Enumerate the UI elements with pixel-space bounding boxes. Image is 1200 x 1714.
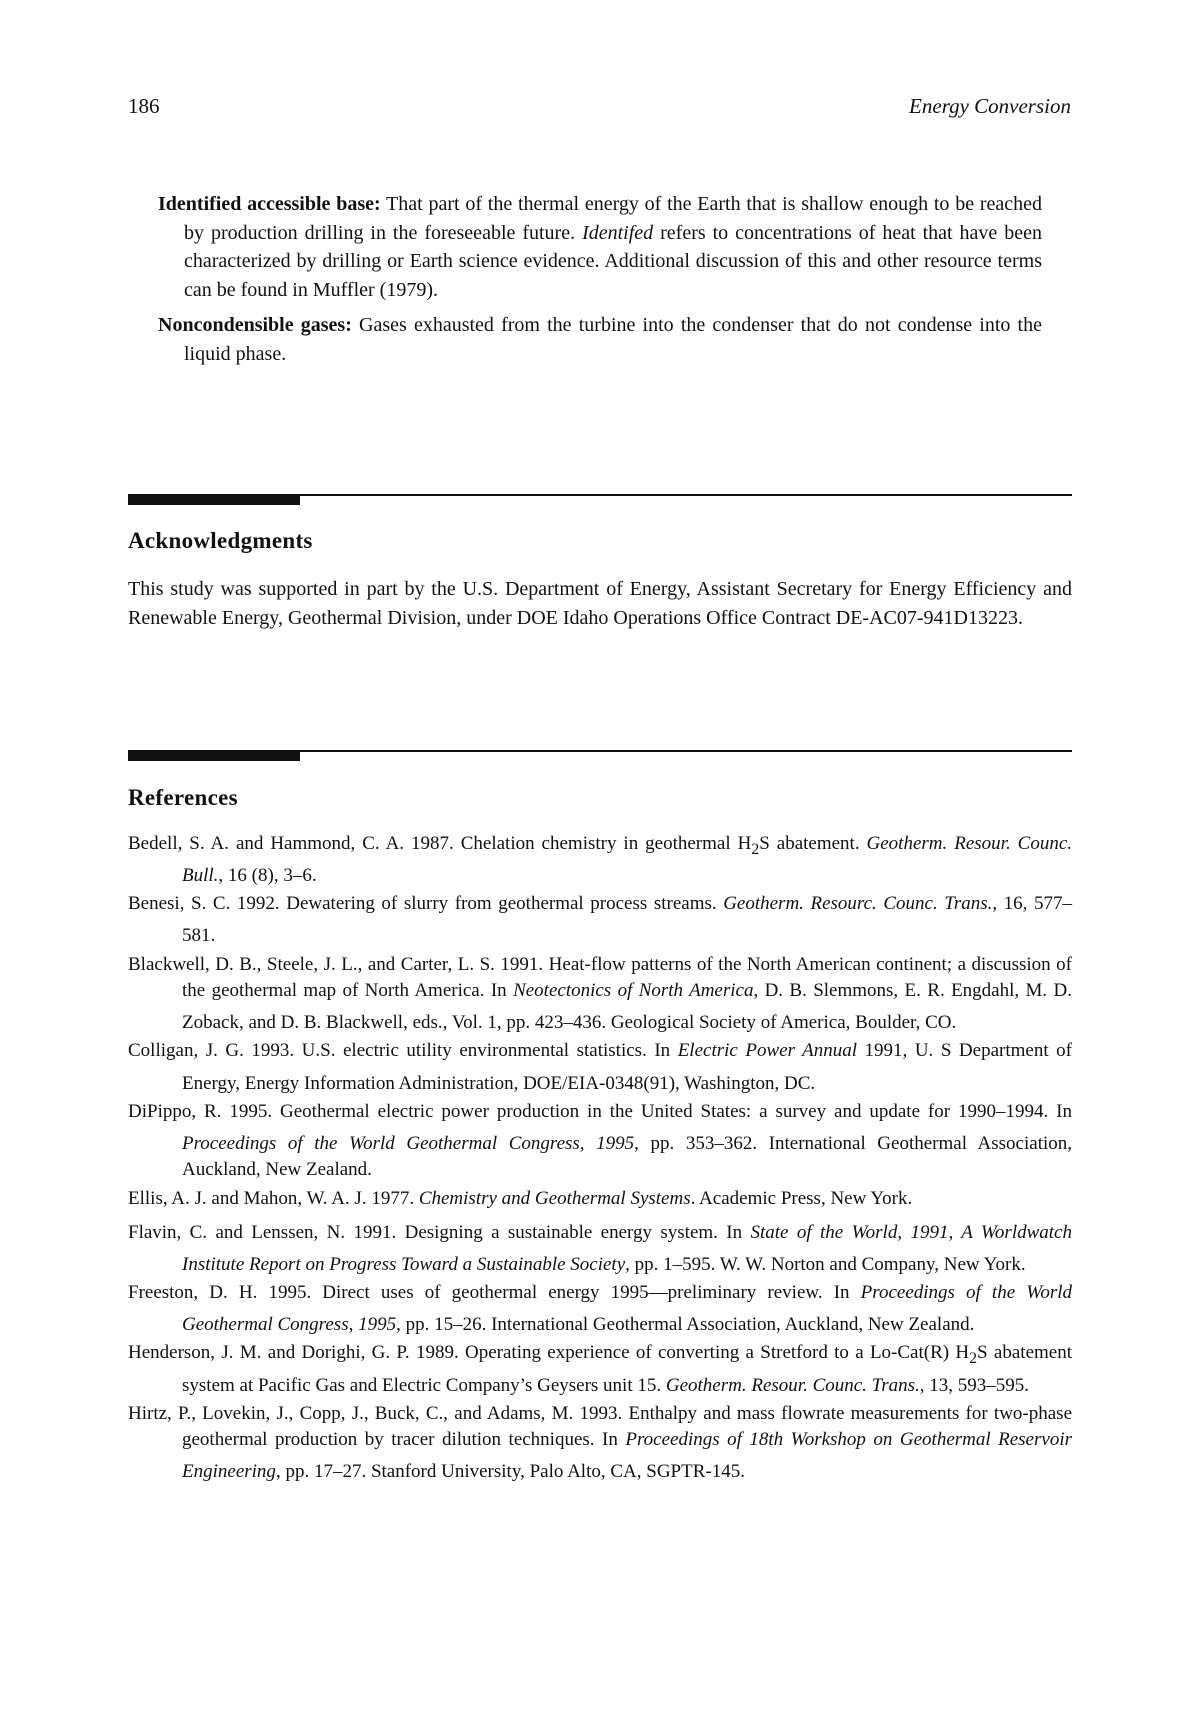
page-number: 186 (128, 94, 160, 118)
reference-text: , 16 (8), 3–6. (218, 865, 317, 887)
glossary-entry (158, 311, 1042, 368)
running-title: Energy Conversion (909, 94, 1071, 118)
reference-text: Flavin, C. and Lenssen, N. 1991. Designing a sustainable energy system. In (128, 1221, 751, 1243)
references-list (128, 831, 1072, 1488)
reference-source: Neotectonics of North America (513, 980, 754, 1002)
reference-entry (128, 831, 1072, 889)
glossary-definition-emphasis: Identifed (582, 221, 654, 244)
glossary-definition: That part of the thermal energy of the Earth that is shallow enough to be reached by production drilling in the foreseeable future. (184, 193, 1043, 244)
reference-text: Bedell, S. A. and Hammond, C. A. 1987. Chelation chemistry in geothermal H (128, 833, 752, 854)
reference-subscript: 2 (751, 840, 760, 858)
section-divider-bar (128, 494, 300, 505)
reference-entry (128, 1401, 1072, 1486)
acknowledgments-text: This study was supported in part by the U.S. Department of Energy, Assistant Secretary for Energy Efficiency and Renewable Energy, Geothermal Division, under DOE Idaho Operations Office Contract DE-AC07-941D13223. (128, 578, 1072, 629)
reference-entry (128, 1220, 1072, 1278)
acknowledgments-heading: Acknowledgments (128, 528, 313, 553)
reference-entry (128, 1340, 1072, 1398)
reference-entry (128, 891, 1072, 949)
reference-source: State of the World, 1991, A Worldwatch Institute Report on Progress Toward a Sustainable Society (182, 1221, 1072, 1275)
references-heading: References (128, 785, 238, 810)
reference-source: Proceedings of 18th Workshop on Geothermal Reservoir Engineering (182, 1429, 1072, 1483)
glossary-term: Identified accessible base: (158, 193, 381, 215)
reference-entry (128, 952, 1072, 1037)
reference-text: S abatement. (759, 833, 867, 854)
reference-text: , pp. 1–595. W. W. Norton and Company, New York. (625, 1253, 1026, 1275)
reference-text: DiPippo, R. 1995. Geothermal electric power production in the United States: a survey and update for 1990–1994. In (128, 1100, 1072, 1122)
running-head (128, 94, 1071, 124)
reference-subscript: 2 (969, 1350, 978, 1368)
reference-entry (128, 1186, 1072, 1218)
reference-text: , 13, 593–595. (919, 1374, 1029, 1396)
reference-source: Geotherm. Resourc. Counc. Trans. (723, 893, 993, 915)
reference-text: Freeston, D. H. 1995. Direct uses of geothermal energy 1995—preliminary review. In (128, 1282, 861, 1304)
glossary-list (158, 190, 1042, 375)
reference-text: Colligan, J. G. 1993. U.S. electric utility environmental statistics. In (128, 1040, 678, 1062)
reference-source: Electric Power Annual (677, 1040, 858, 1062)
reference-entry (128, 1280, 1072, 1338)
reference-text: . Academic Press, New York. (690, 1187, 913, 1209)
reference-text: S abatement system at Pacific Gas and Electric Company’s Geysers unit 15. (182, 1342, 1072, 1396)
reference-entry (128, 1099, 1072, 1184)
section-divider-bar (128, 750, 300, 761)
reference-source: Geotherm. Resour. Counc. Trans. (665, 1374, 920, 1396)
glossary-definition: Gases exhausted from the turbine into the condenser that do not condense into the liquid phase. (184, 314, 1042, 365)
glossary-entry (158, 190, 1042, 304)
glossary-term: Noncondensible gases: (158, 314, 352, 336)
glossary-definition-continued: refers to concentrations of heat that have been characterized by drilling or Earth science evidence. Additional discussion of this and other resource terms can be found in Muffler (1979). (184, 221, 1043, 301)
reference-text: Hirtz, P., Lovekin, J., Copp, J., Buck, C., and Adams, M. 1993. Enthalpy and mass flowrate measurements for two-phase geothermal production by tracer dilution techniques. In (128, 1402, 1072, 1451)
reference-source: Chemistry and Geothermal Systems (418, 1187, 691, 1209)
reference-text: , pp. 353–362. International Geothermal Association, Auckland, New Zealand. (182, 1132, 1072, 1181)
section-divider (128, 750, 1072, 762)
reference-text: , 16, 577–581. (182, 893, 1073, 947)
reference-source: Proceedings of the World Geothermal Congress, 1995 (182, 1132, 635, 1154)
reference-text: Ellis, A. J. and Mahon, W. A. J. 1977. (128, 1187, 419, 1209)
reference-source: Geotherm. Resour. Counc. Bull. (182, 833, 1072, 887)
reference-text: Henderson, J. M. and Dorighi, G. P. 1989. Operating experience of converting a Stretford to a Lo-Cat(R) H (128, 1342, 970, 1364)
reference-text: 1991, U. S Department of Energy, Energy Information Administration, DOE/EIA-0348(91), Washington, DC. (182, 1040, 1072, 1094)
section-divider (128, 494, 1072, 506)
reference-text: , pp. 17–27. Stanford University, Palo Alto, CA, SGPTR-145. (275, 1461, 745, 1483)
reference-text: Blackwell, D. B., Steele, J. L., and Carter, L. S. 1991. Heat-flow patterns of the North American continent; a discussion of the geothermal map of North America. In (128, 953, 1072, 1002)
reference-text: Benesi, S. C. 1992. Dewatering of slurry from geothermal process streams. (128, 893, 724, 915)
reference-entry (128, 1038, 1072, 1096)
reference-text: , pp. 15–26. International Geothermal Association, Auckland, New Zealand. (396, 1314, 975, 1336)
reference-text: , D. B. Slemmons, E. R. Engdahl, M. D. Zoback, and D. B. Blackwell, eds., Vol. 1, pp. 423–436. Geological Society of America, Boulder, CO. (182, 980, 1072, 1034)
reference-source: Proceedings of the World Geothermal Congress, 1995 (182, 1282, 1073, 1336)
